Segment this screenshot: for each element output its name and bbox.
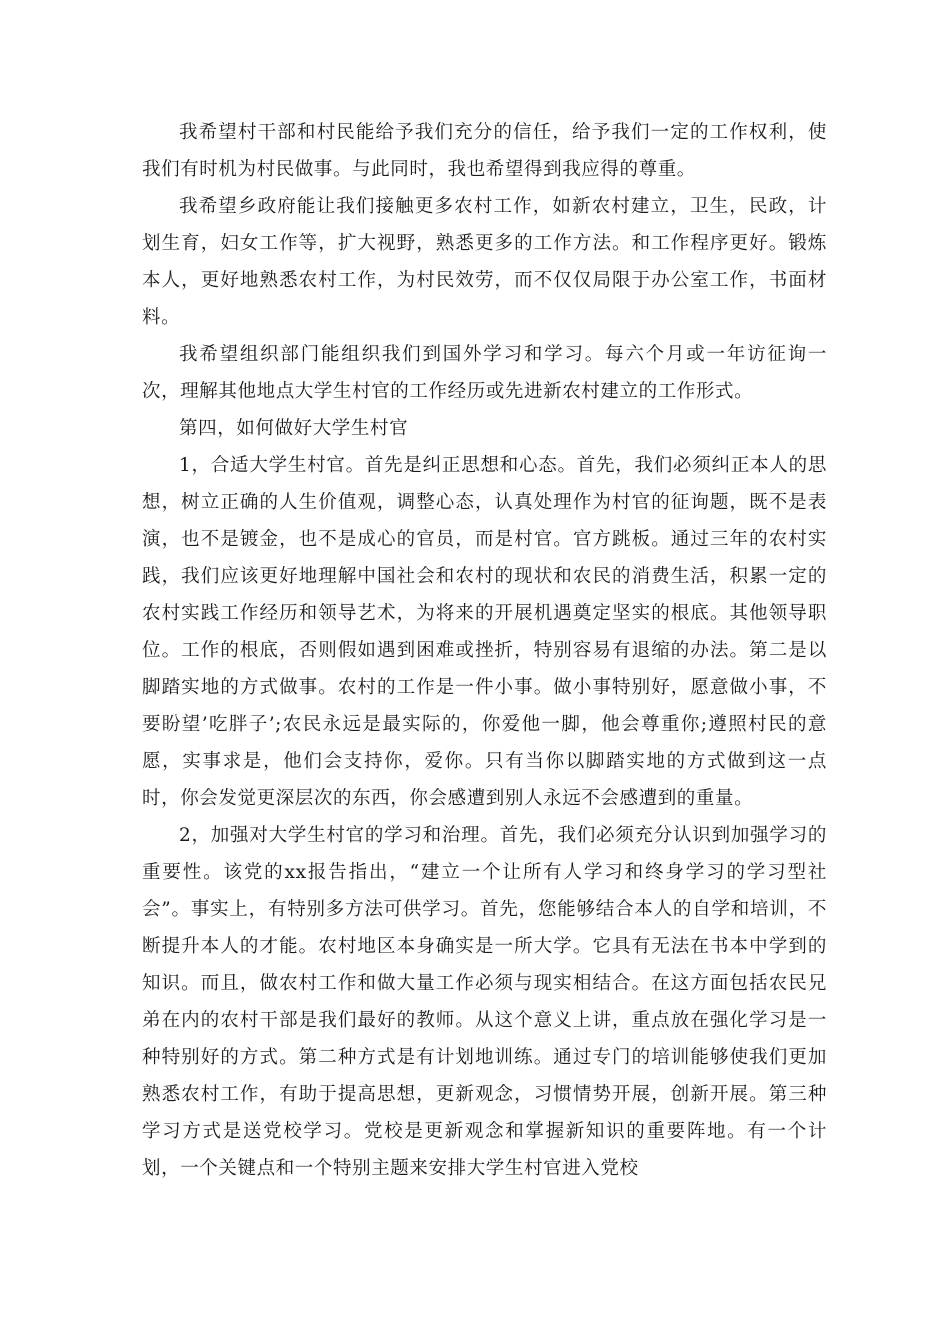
paragraph-organization: 我希望组织部门能组织我们到国外学习和学习。每六个月或一年访征询一次，理解其他地点大学生村官的工作经历或先进新农村建立的工作形式。 — [142, 344, 827, 402]
paragraph-township: 我希望乡政府能让我们接触更多农村工作，如新农村建立，卫生，民政，计划生育，妇女工作等，扩大视野，熟悉更多的工作方法。和工作程序更好。锻炼本人，更好地熟悉农村工作，为村民效劳，而不仅仅局限于办公室工作，书面材料。 — [142, 196, 827, 328]
paragraph-trust: 我希望村干部和村民能给予我们充分的信任，给予我们一定的工作权利，使我们有时机为村民做事。与此同时，我也希望得到我应得的尊重。 — [142, 122, 827, 180]
paragraph-point-one: 1，合适大学生村官。首先是纠正思想和心态。首先，我们必须纠正本人的思想，树立正确的人生价值观，调整心态，认真处理作为村官的征询题，既不是表演，也不是镀金，也不是成心的官员，而是村官。官方跳板。通过三年的农村实践，我们应该更好地理解中国社会和农村的现状和农民的消费生活，积累一定的农村实践工作经历和领导艺术，为将来的开展机遇奠定坚实的根底。其他领导职位。工作的根底，否则假如遇到困难或挫折，特别容易有退缩的办法。第二是以脚踏实地的方式做事。农村的工作是一件小事。做小事特别好，愿意做小事，不要盼望’吃胖子’;农民永远是最实际的，你爱他一脚，他会尊重你;遵照村民的意愿，实事求是，他们会支持你，爱你。只有当你以脚踏实地的方式做到这一点时，你会发觉更深层次的东西，你会感遭到别人永远不会感遭到的重量。 — [142, 455, 827, 809]
document-body — [142, 114, 827, 1187]
section-heading-four: 第四，如何做好大学生村官 — [179, 418, 409, 439]
paragraph-point-two: 2，加强对大学生村官的学习和治理。首先，我们必须充分认识到加强学习的重要性。该党的xx报告指出，“建立一个让所有人学习和终身学习的学习型社会”。事实上，有特别多方法可供学习。首先，您能够结合本人的自学和培训，不断提升本人的才能。农村地区本身确实是一所大学。它具有无法在书本中学到的知识。而且，做农村工作和做大量工作必须与现实相结合。在这方面包括农民兄弟在内的农村干部是我们最好的教师。从这个意义上讲，重点放在强化学习是一种特别好的方式。第二种方式是有计划地训练。通过专门的培训能够使我们更加熟悉农村工作，有助于提高思想，更新观念，习惯情势开展，创新开展。第三种学习方式是送党校学习。党校是更新观念和掌握新知识的重要阵地。有一个计划，一个关键点和一个特别主题来安排大学生村官进入党校 — [142, 825, 827, 1179]
